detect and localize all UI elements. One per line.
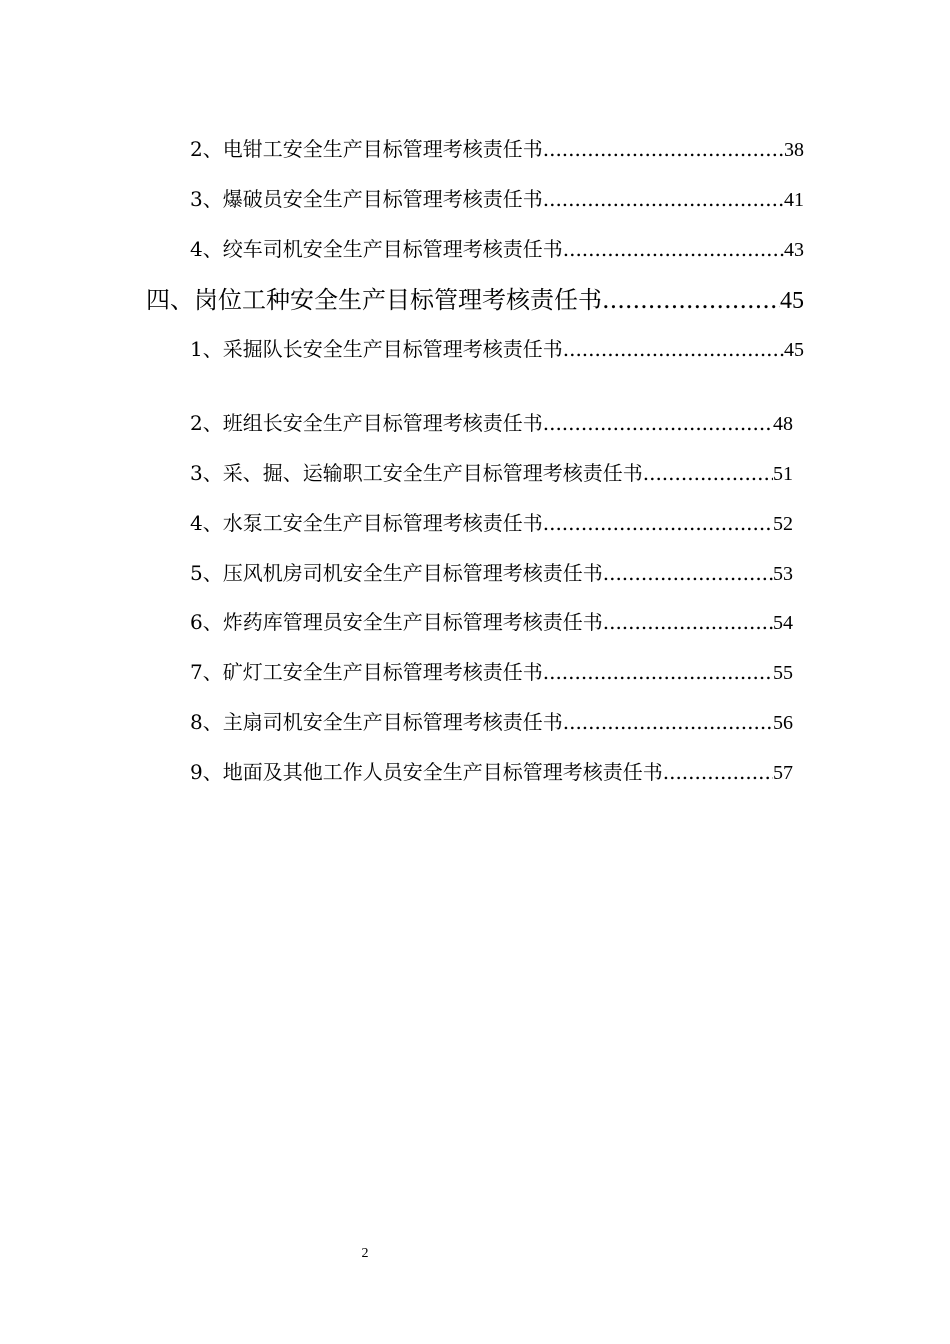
page-number: 2 <box>361 1246 369 1261</box>
toc-entry-page: 54 <box>773 612 793 634</box>
toc-entry[interactable] <box>190 183 804 211</box>
toc-leader-dots <box>663 760 773 784</box>
toc-leader-dots <box>602 286 780 314</box>
toc-entry[interactable] <box>190 507 793 535</box>
toc-leader-dots <box>563 710 773 734</box>
toc-entry-title: 6、炸药库管理员安全生产目标管理考核责任书 <box>190 610 603 634</box>
toc-entry-page: 45 <box>784 339 804 361</box>
toc-entry-page: 57 <box>773 762 793 784</box>
toc-entry-title: 4、绞车司机安全生产目标管理考核责任书 <box>190 237 563 261</box>
toc-entry-page: 48 <box>773 413 793 435</box>
toc-leader-dots <box>563 337 784 361</box>
toc-entry[interactable] <box>190 606 793 634</box>
toc-leader-dots <box>543 660 773 684</box>
toc-entry-page: 43 <box>784 239 804 261</box>
toc-entry-page: 55 <box>773 662 793 684</box>
toc-entry-title: 1、采掘队长安全生产目标管理考核责任书 <box>190 337 563 361</box>
toc-section-page: 45 <box>780 288 804 314</box>
toc-entry[interactable] <box>190 133 804 161</box>
toc-entry-title: 3、爆破员安全生产目标管理考核责任书 <box>190 187 543 211</box>
toc-entry[interactable] <box>190 557 793 585</box>
toc-section-title: 四、岗位工种安全生产目标管理考核责任书 <box>146 286 602 314</box>
toc-entry[interactable] <box>190 333 804 361</box>
toc-section-entry[interactable] <box>146 280 804 314</box>
toc-entry[interactable] <box>190 656 793 684</box>
toc-leader-dots <box>603 610 773 634</box>
toc-entry-title: 8、主扇司机安全生产目标管理考核责任书 <box>190 710 563 734</box>
toc-entry[interactable] <box>190 756 793 784</box>
toc-entry[interactable] <box>190 233 804 261</box>
toc-entry-page: 51 <box>773 463 793 485</box>
toc-entry-title: 3、采、掘、运输职工安全生产目标管理考核责任书 <box>190 461 643 485</box>
toc-entry-page: 56 <box>773 712 793 734</box>
toc-entry-title: 2、班组长安全生产目标管理考核责任书 <box>190 411 543 435</box>
toc-leader-dots <box>563 237 784 261</box>
toc-entry-page: 41 <box>784 189 804 211</box>
toc-leader-dots <box>603 561 773 585</box>
toc-leader-dots <box>543 411 773 435</box>
toc-leader-dots <box>543 137 784 161</box>
toc-entry[interactable] <box>190 706 793 734</box>
toc-entry-title: 9、地面及其他工作人员安全生产目标管理考核责任书 <box>190 760 663 784</box>
toc-entry[interactable] <box>190 457 793 485</box>
toc-entry-page: 38 <box>784 139 804 161</box>
toc-leader-dots <box>643 461 773 485</box>
toc-leader-dots <box>543 187 784 211</box>
toc-leader-dots <box>543 511 773 535</box>
toc-entry[interactable] <box>190 407 793 435</box>
toc-entry-title: 2、电钳工安全生产目标管理考核责任书 <box>190 137 543 161</box>
toc-entry-title: 5、压风机房司机安全生产目标管理考核责任书 <box>190 561 603 585</box>
toc-entry-page: 52 <box>773 513 793 535</box>
toc-entry-page: 53 <box>773 563 793 585</box>
toc-entry-title: 7、矿灯工安全生产目标管理考核责任书 <box>190 660 543 684</box>
toc-entry-title: 4、水泵工安全生产目标管理考核责任书 <box>190 511 543 535</box>
